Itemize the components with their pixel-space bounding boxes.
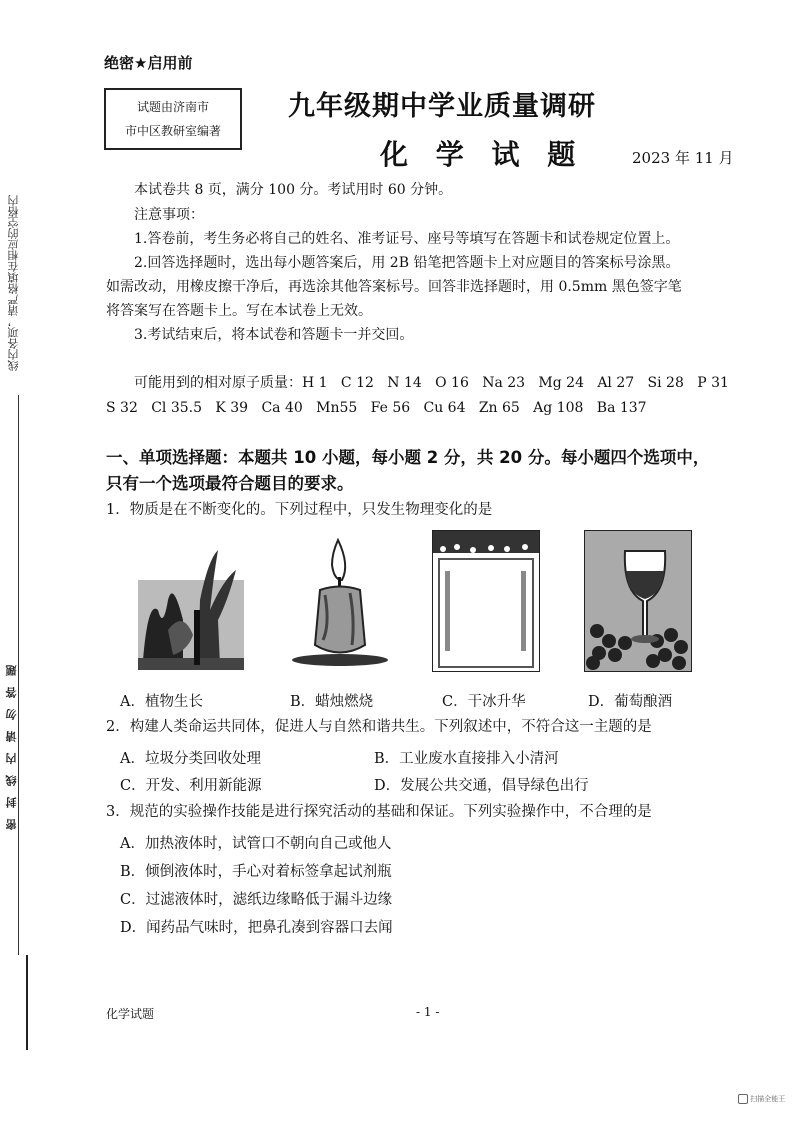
q3-option-a: A．加热液体时，试管口不朝向自己或他人: [120, 836, 392, 852]
exam-date: 2023 年 11 月: [632, 149, 734, 167]
secret-label: 绝密★启用前: [104, 54, 193, 72]
q1-option-d: D．葡萄酿酒: [588, 694, 673, 710]
notice-2-line-1: 2.回答选择题时，选出每小题答案后，用 2B 铅笔把答题卡上对应题目的答案标号涂黑。: [134, 255, 680, 271]
q1-stem: 1．物质是在不断变化的。下列过程中，只发生物理变化的是: [106, 502, 493, 518]
footer-subject: 化学试题: [106, 1007, 155, 1021]
q3-option-c: C．过滤液体时，滤纸边缘略低于漏斗边缘: [120, 892, 393, 908]
binding-margin: [4, 195, 26, 955]
q2-option-c: C．开发、利用新能源: [120, 778, 262, 794]
q2-option-a: A．垃圾分类回收处理: [120, 751, 261, 767]
notice-2-line-3: 将答案写在答题卡上。写在本试卷上无效。: [106, 303, 372, 319]
source-box: [104, 88, 242, 150]
source-line-2: 市中区教研室编著: [124, 124, 221, 138]
notice-1: 1.答卷前，考生务必将自己的姓名、准考证号、座号等填写在答题卡和试卷规定位置上。: [134, 231, 680, 247]
notice-2-line-2: 如需改动，用橡皮擦干净后，再选涂其他答案标号。回答非选择题时，用 0.5mm 黑色签字笔: [106, 279, 682, 295]
scanner-icon: [738, 1094, 748, 1104]
page-subtitle: 化 学 试 题: [380, 138, 585, 171]
q3-option-d: D．闻药品气味时，把鼻孔凑到容器口去闻: [120, 920, 393, 936]
q1-option-b: B．蜡烛燃烧: [290, 694, 374, 710]
margin-instruction: 线内各项，请严格填在相应的空格内: [7, 195, 20, 371]
atomic-mass-line-2: S 32 Cl 35.5 K 39 Ca 40 Mn55 Fe 56 Cu 64 Zn 65 Ag 108 Ba 137: [106, 400, 647, 416]
margin-warning: 密 封 线 内 请 勿 答 题: [5, 665, 18, 830]
q3-stem: 3．规范的实验操作技能是进行探究活动的基础和保证。下列实验操作中，不合理的是: [106, 804, 652, 820]
section-heading-line-1: 一、单项选择题：本题共 10 小题，每小题 2 分，共 20 分。每小题四个选项中，: [106, 448, 710, 467]
q2-option-b: B．工业废水直接排入小清河: [374, 751, 559, 767]
source-line-1: 试题由济南市: [136, 100, 209, 114]
plant-growth-image: [138, 540, 244, 670]
q3-option-b: B．倾倒液体时，手心对着标签拿起试剂瓶: [120, 864, 392, 880]
q1-option-a: A．植物生长: [120, 694, 203, 710]
page-title: 九年级期中学业质量调研: [288, 91, 596, 122]
notice-heading: 注意事项：: [134, 207, 204, 223]
notice-3: 3.考试结束后，将本试卷和答题卡一并交回。: [134, 327, 414, 343]
intro-summary: 本试卷共 8 页，满分 100 分。考试用时 60 分钟。: [134, 182, 453, 198]
grape-wine-image: [584, 530, 692, 672]
q2-stem: 2．构建人类命运共同体，促进人与自然和谐共生。下列叙述中，不符合这一主题的是: [106, 719, 652, 735]
scanner-label: 扫描全能王: [750, 1095, 786, 1103]
scanner-watermark: [738, 1094, 785, 1104]
q2-option-d: D．发展公共交通，倡导绿色出行: [374, 778, 589, 794]
atomic-mass-line-1: 可能用到的相对原子质量：H 1 C 12 N 14 O 16 Na 23 Mg 24 Al 27 Si 28 P 31: [134, 375, 729, 391]
page-number: - 1 -: [416, 1005, 440, 1019]
margin-rule: [26, 955, 28, 1050]
q1-option-c: C．干冰升华: [442, 694, 526, 710]
section-heading-line-2: 只有一个选项最符合题目的要求。: [106, 474, 354, 493]
candle-image: [290, 535, 390, 670]
dry-ice-image: [432, 530, 540, 672]
